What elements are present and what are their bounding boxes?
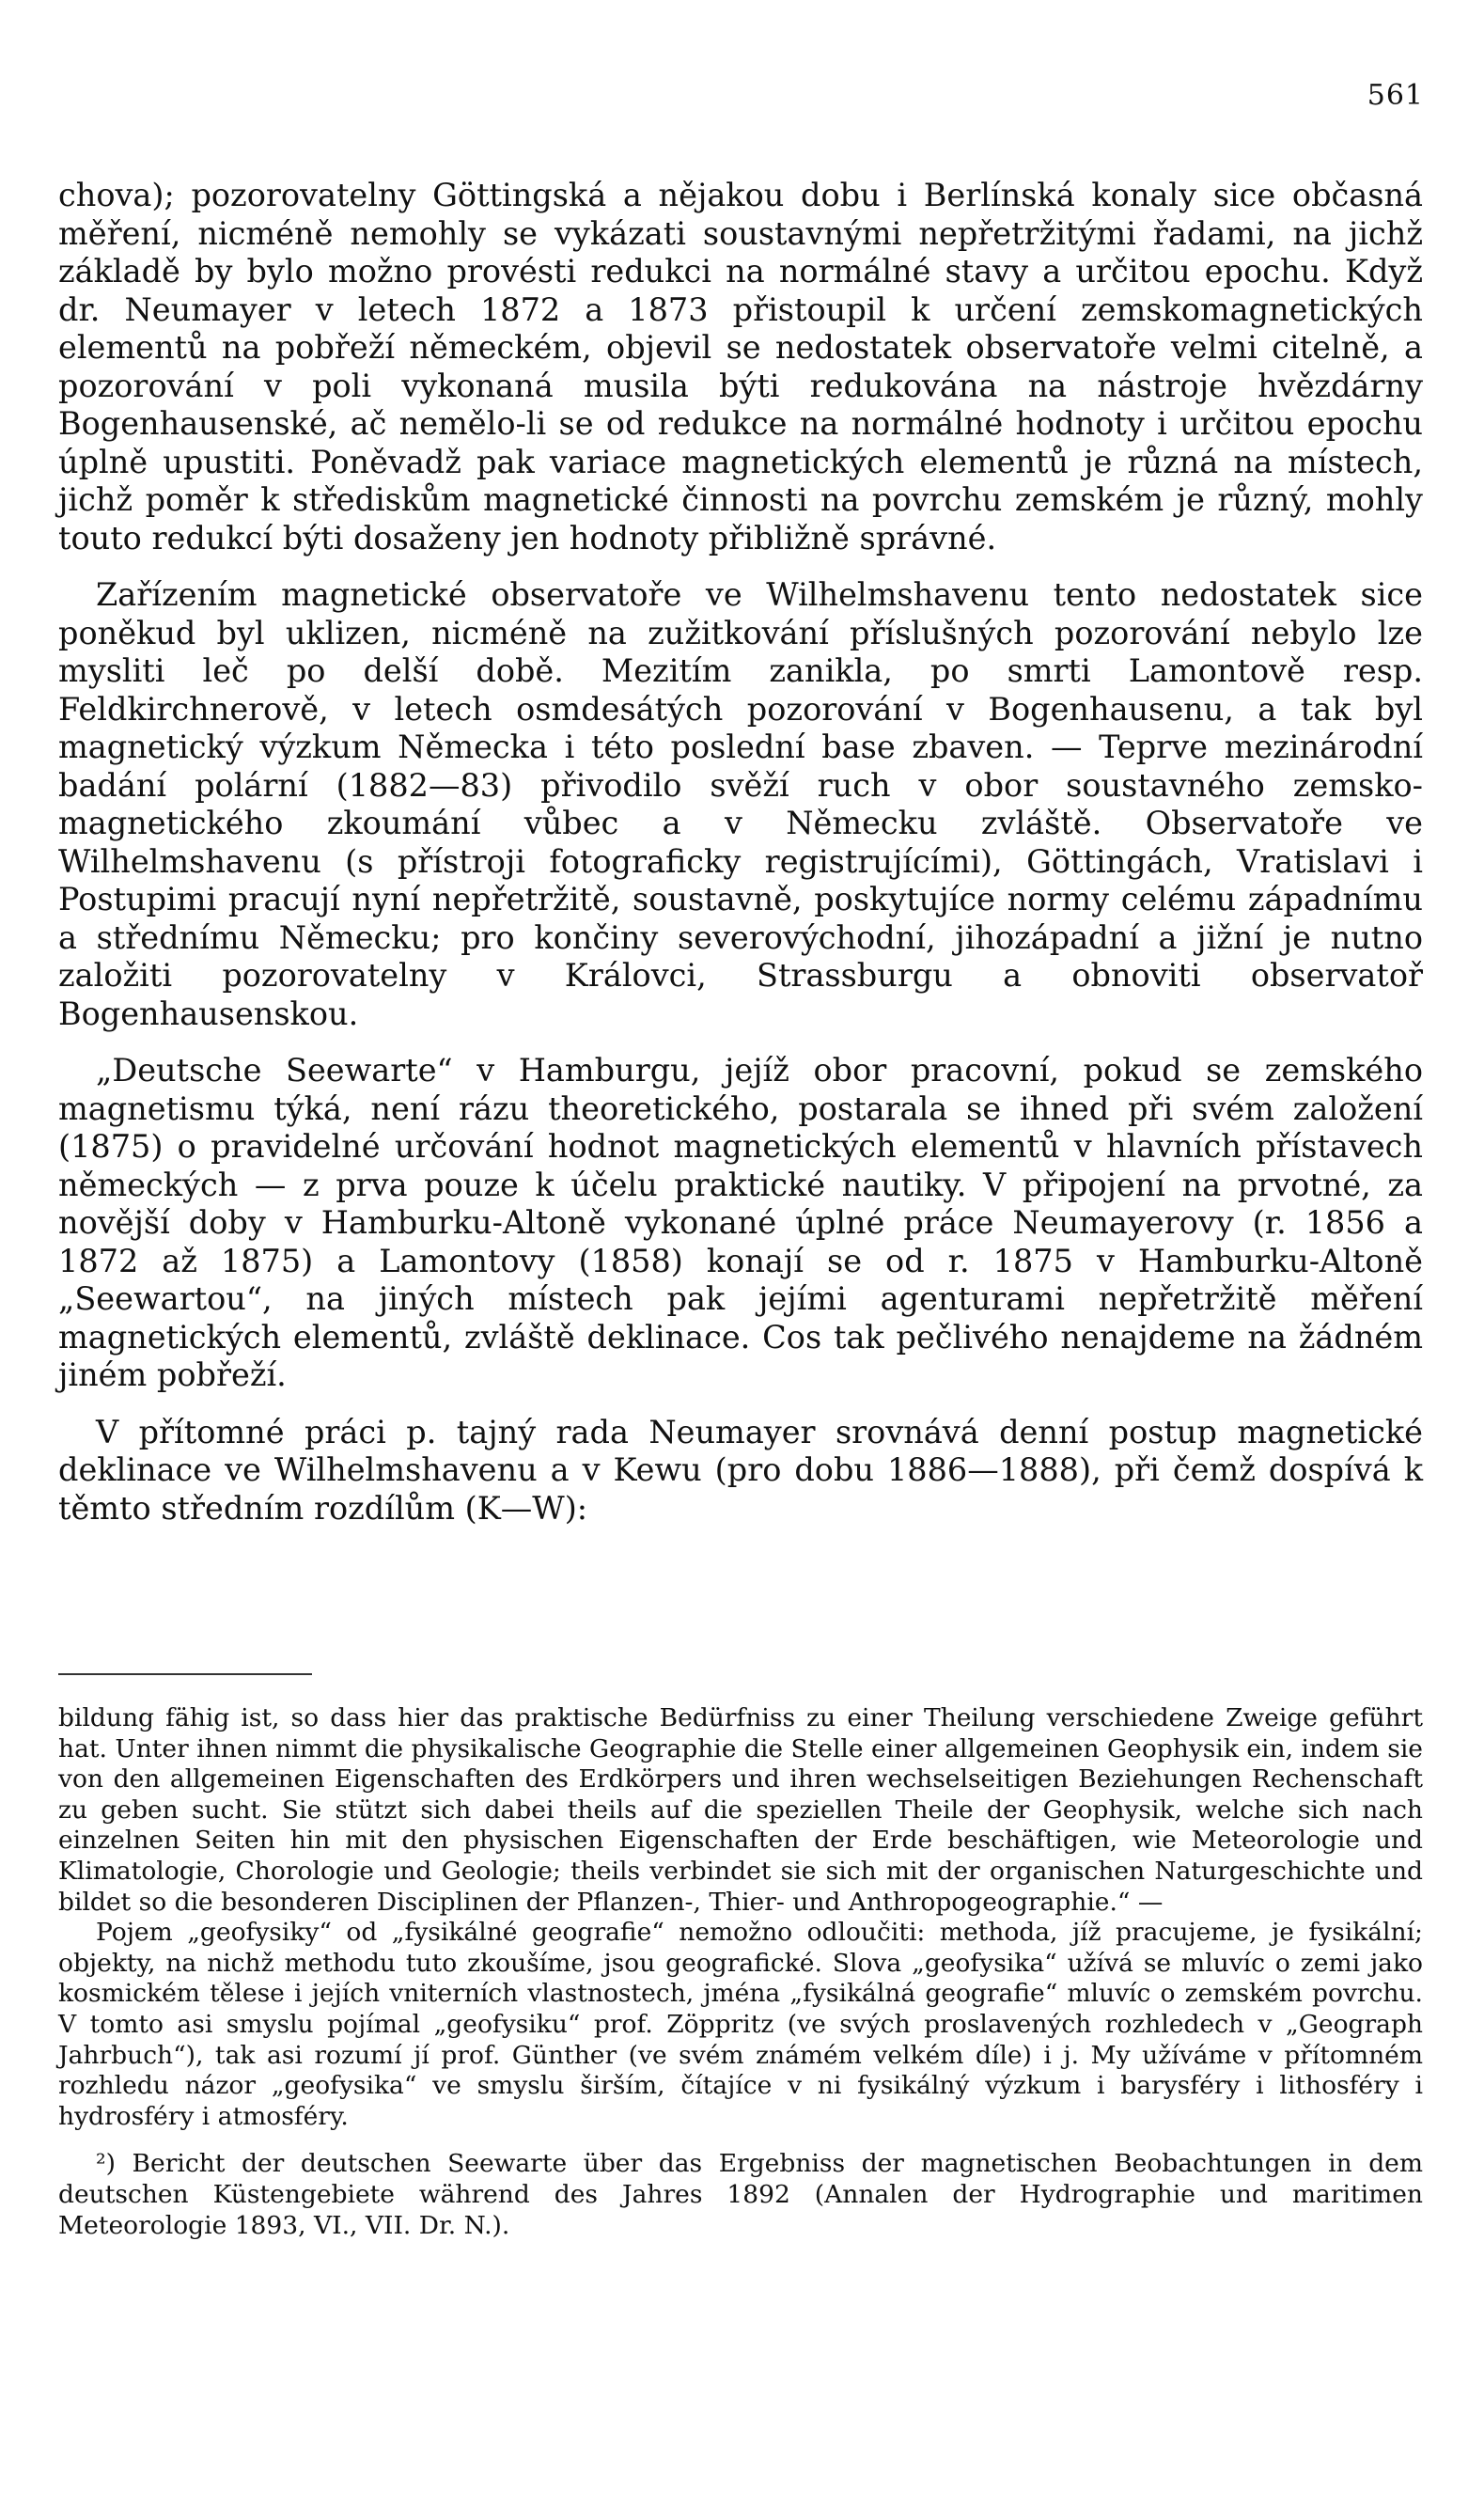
body-paragraph: V přítomné práci p. tajný rada Neumayer srovnává denní postup magnetické deklinace ve Wilhelmshavenu a v Kewu (pro dobu 1886—1888), při čemž dospívá k těmto středním rozdílům (K—W): [58, 1413, 1423, 1527]
footnote-divider [58, 1673, 312, 1675]
footnote-2: ²) Bericht der deutschen Seewarte über das Ergebniss der magnetischen Beobachtungen in dem deutschen Küstengebiete während des Jahres 1892 (Annalen der Hydrographie und maritimen Meteorologie 1893, VI., VII. Dr. N.). [58, 2149, 1423, 2240]
footnotes [58, 1703, 1423, 2241]
body-paragraph: Zařízením magnetické observatoře ve Wilhelmshavenu tento nedostatek sice poněkud byl uklizen, nicméně na zužitkování příslušných pozorování nebylo lze mysliti leč po delší době. Mezitím zanikla, po smrti Lamontově resp. Feldkirchnerově, v letech osmdesátých pozorování v Bogenhausenu, a tak byl magnetický výzkum Německa i této poslední base zbaven. — Teprve mezinárodní badání polární (1882—83) přivodilo svěží ruch v obor soustavného zemsko-magnetického zkoumání vůbec a v Německu zvláště. Observatoře ve Wilhelmshavenu (s přístroji fotograficky registrujícími), Göttingách, Vratislavi i Postupimi pracují nyní nepřetržitě, soustavně, poskytujíce normy celému západnímu a střednímu Německu; pro končiny severovýchodní, jihozápadní a jižní je nutno založiti pozorovatelny v Královci, Strassburgu a obnoviti observatoř Bogenhausenskou. [58, 576, 1423, 1032]
body-paragraph: „Deutsche Seewarte“ v Hamburgu, jejíž obor pracovní, pokud se zemského magnetismu týká, není rázu theoretického, postarala se ihned při svém založení (1875) o pravidelné určování hodnot magnetických elementů v hlavních přístavech německých — z prva pouze k účelu praktické nautiky. V připojení na prvotné, za novější doby v Hamburku-Altoně vykonané úplné práce Neumayerovy (r. 1856 a 1872 až 1875) a Lamontovy (1858) konají se od r. 1875 v Hamburku-Altoně „Seewartou“, na jiných místech pak jejími agenturami nepřetržitě měření magnetických elementů, zvláště deklinace. Cos tak pečlivého nenajdeme na žádném jiném pobřeží. [58, 1052, 1423, 1393]
body-text [58, 177, 1423, 1546]
page-number: 561 [1367, 79, 1424, 112]
body-paragraph: chova); pozorovatelny Göttingská a nějakou dobu i Berlínská konaly sice občasná měření, nicméně nemohly se vykázati soustavnými nepřetržitými řadami, na jichž základě by bylo možno provésti redukci na normálné stavy a určitou epochu. Když dr. Neumayer v letech 1872 a 1873 přistoupil k určení zemskomagnetických elementů na pobřeží německém, objevil se nedostatek observatoře velmi citelně, a pozorování v poli vykonaná musila býti redukována na nástroje hvězdárny Bogenhausenské, ač nemělo-li se od redukce na normálné hodnoty i určitou epochu úplně upustiti. Poněvadž pak variace magnetických elementů je různá na místech, jichž poměr k střediskům magnetické činnosti na povrchu zemském je různý, mohly touto redukcí býti dosaženy jen hodnoty přibližně správné. [58, 177, 1423, 556]
footnote-continuation: bildung fähig ist, so dass hier das praktische Bedürfniss zu einer Theilung verschiedene Zweige geführt hat. Unter ihnen nimmt die physikalische Geographie die Stelle einer allgemeinen Geophysik ein, indem sie von den allgemeinen Eigenschaften des Erdkörpers und ihren wechselseitigen Beziehungen Rechenschaft zu geben sucht. Sie stützt sich dabei theils auf die speziellen Theile der Geophysik, welche sich nach einzelnen Seiten hin mit den physischen Eigenschaften der Erde beschäftigen, wie Meteorologie und Klimatologie, Chorologie und Geologie; theils verbindet sie sich mit der organischen Naturgeschichte und bildet so die besonderen Disciplinen der Pflanzen-, Thier- und Anthropogeographie.“ — [58, 1703, 1423, 1917]
footnote-commentary: Pojem „geofysiky“ od „fysikálné geografie“ nemožno odloučiti: methoda, jíž pracujeme, je fysikální; objekty, na nichž methodu tuto zkoušíme, jsou geografické. Slova „geofysika“ užívá se mluvíc o zemi jako kosmickém tělese i jejích vniterních vlastnostech, jména „fysikálná geografie“ mluvíc o zemském povrchu. V tomto asi smyslu pojímal „geofysiku“ prof. Zöppritz (ve svých proslavených rozhledech v „Geograph Jahrbuch“), tak asi rozumí jí prof. Günther (ve svém známém velkém díle) i j. My užíváme v přítomném rozhledu názor „geofysika“ ve smyslu širším, čítajíce v ni fysikálný výzkum i barysféry i lithosféry i hydrosféry i atmosféry. [58, 1918, 1423, 2131]
